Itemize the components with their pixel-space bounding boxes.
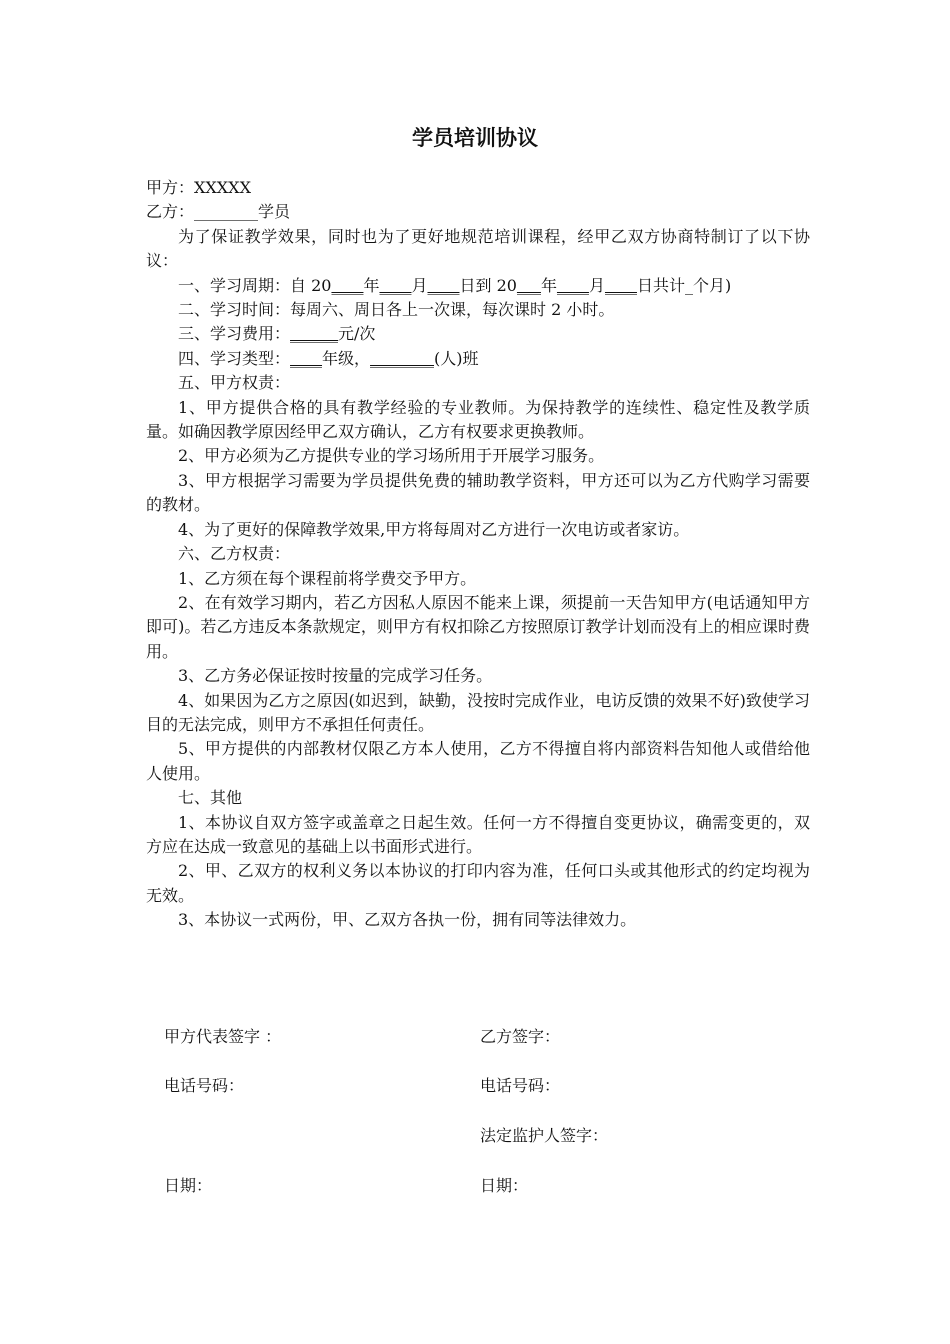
blank-year-start: ____ (331, 275, 364, 295)
list-item: 2、甲、乙双方的权利义务以本协议的打印内容为准，任何口头或其他形式的约定均视为无效。 (146, 861, 810, 905)
clause-study-type (146, 347, 810, 371)
section-heading: 五、甲方权责： (178, 373, 291, 393)
list-item: 1、乙方须在每个课程前将学费交予甲方。 (178, 568, 477, 588)
list-item: 2、甲方必须为乙方提供专业的学习场所用于开展学习服务。 (178, 446, 605, 466)
party-a-line: 甲方：XXXXX (146, 178, 251, 197)
intro-paragraph: 为了保证教学效果，同时也为了更好地规范培训课程，经甲乙双方协商特制订了以下协议： (146, 226, 810, 271)
party-b-label: 乙方： (146, 202, 195, 222)
list-item: 4、如果因为乙方之原因(如迟到，缺勤，没按时完成作业，电访反馈的效果不好)致使学习目的无法完成，则甲方不承担任何责任。 (146, 690, 810, 734)
list-item: 3、甲方根据学习需要为学员提供免费的辅助教学资料，甲方还可以为乙方代购学习需要的教材。 (146, 470, 810, 515)
list-item: 2、在有效学习期内，若乙方因私人原因不能来上课，须提前一天告知甲方(电话通知甲方即可)。若乙方违反本条款规定，则甲方有权扣除乙方按照原订教学计划而没有上的相应课时费用。 (146, 592, 810, 661)
blank-day-end: ____ (604, 275, 637, 295)
clause-study-fee (146, 322, 810, 346)
party-a-date-label: 日期： (164, 1176, 213, 1195)
party-b-phone-label: 电话号码： (480, 1076, 561, 1095)
blank-class-size: ________ (370, 348, 435, 368)
text-run: 日共计_个月) (636, 275, 732, 295)
blank-day-start: ____ (427, 275, 460, 295)
party-a-phone-label: 电话号码： (164, 1076, 245, 1095)
guardian-signature-label: 法定监护人签字： (480, 1126, 609, 1145)
text-run: 年级， (322, 348, 371, 368)
list-item: 5、甲方提供的内部教材仅限乙方本人使用，乙方不得擅自将内部资料告知他人或借给他人使用。 (146, 739, 810, 783)
list-item: 4、为了更好的保障教学效果,甲方将每周对乙方进行一次电访或者家访。 (178, 519, 690, 539)
text-run: 四、学习类型： (178, 348, 291, 368)
section-heading: 七、其他 (178, 788, 243, 808)
text-run: 月 (588, 275, 605, 295)
text-run: 年 (363, 275, 380, 295)
list-item: 3、乙方务必保证按时按量的完成学习任务。 (178, 666, 493, 686)
party-b-blank: ________ (194, 202, 259, 222)
list-item: 3、本协议一式两份，甲、乙双方各执一份，拥有同等法律效力。 (178, 910, 637, 930)
list-item: 1、甲方提供合格的具有教学经验的专业教师。为保持教学的连续性、稳定性及教学质量。如确因教学原因经甲乙双方确认，乙方有权要求更换教师。 (146, 397, 810, 442)
blank-grade: ____ (290, 348, 323, 368)
party-a-rep-signature-label: 甲方代表签字 ： (164, 1027, 282, 1046)
blank-month-start: ____ (379, 275, 412, 295)
text-run: (人)班 (434, 348, 479, 368)
text-run: 三、学习费用： (178, 324, 291, 344)
clause-study-time: 二、学习时间：每周六、周日各上一次课，每次课时 2 小时。 (178, 300, 615, 320)
text-run: 年 (540, 275, 557, 295)
party-b-suffix: 学员 (258, 202, 291, 222)
text-run: 日到 20 (459, 275, 517, 295)
blank-month-end: ____ (556, 275, 589, 295)
party-b-date-label: 日期： (480, 1176, 529, 1195)
party-b-line (146, 200, 810, 224)
party-b-signature-label: 乙方签字： (480, 1027, 561, 1046)
document-body (146, 176, 810, 933)
text-run: 一、学习周期：自 20 (178, 275, 332, 295)
text-run: 月 (411, 275, 428, 295)
blank-fee: ______ (290, 324, 339, 344)
section-heading: 六、乙方权责： (178, 544, 291, 564)
blank-year-end: ___ (516, 275, 541, 295)
clause-study-period (146, 274, 810, 298)
text-run: 元/次 (338, 324, 376, 344)
document-title: 学员培训协议 (412, 126, 538, 150)
list-item: 1、本协议自双方签字或盖章之日起生效。任何一方不得擅自变更协议，确需变更的，双方应在达成一致意见的基础上以书面形式进行。 (146, 812, 810, 856)
